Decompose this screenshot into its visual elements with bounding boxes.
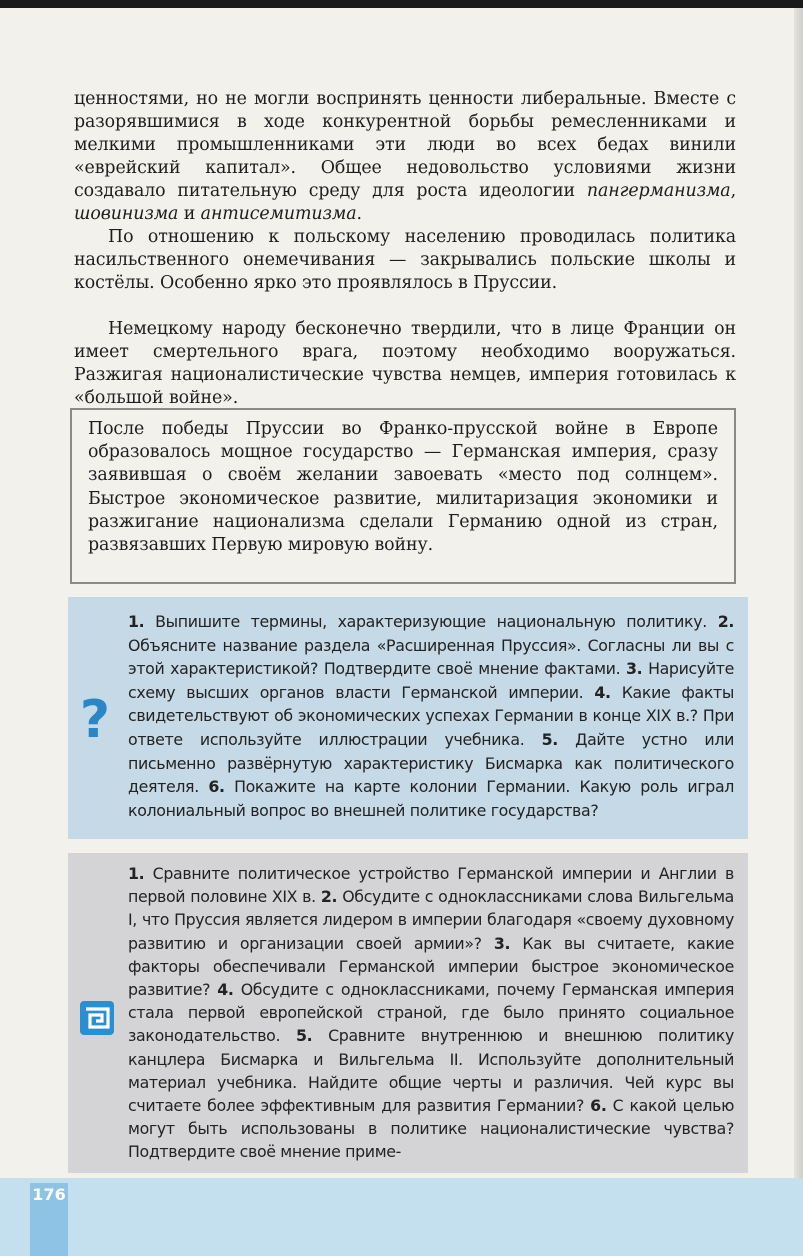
task-number: 4. [217,980,234,1000]
question-text: Дайте устно или письменно развёрнутую характеристику Бисмарка как политического деятеля. [128,729,734,797]
task-text: Как вы считаете, какие факторы обеспечивали Германской империи быстрое экономическое развитие? [128,933,734,1000]
question-mark-icon: ? [79,690,111,750]
task-text: С какой целью могут быть использованы в политике националистические чувства? Подтвердите своё мнение приме- [128,1096,735,1162]
term-chauvinism: шовинизма [74,204,179,224]
question-text: Объясните название раздела «Расширенная Пруссия». Согласны ли вы с этой характеристикой? Подтвердите своё мнение фактами. [128,635,734,679]
paragraph-end-period: . [356,204,362,224]
page-number: 176 [30,1183,68,1256]
tasks-list [128,862,734,1164]
task-number: 5. [295,1026,313,1046]
question-text: Выпишите термины, характеризующие национальную политику. [155,612,707,631]
questions-list [128,610,734,822]
question-number: 2. [717,612,734,631]
meander-task-icon [80,1001,114,1035]
summary-text: После победы Пруссии во Франко-прусской войне в Европе образовалось мощное государство — Германская империя, сразу заявившая о своём желании завоевать «место под солнцем». Быстрое экономическое развитие, милитаризация экономики и разжигание национализма сделали Германию одной из стран, развязавших Первую мировую войну. [88,419,718,556]
top-edge-bar [0,0,803,8]
question-text: Какие факты свидетельствуют об экономических успехах Германии в конце XIX в.? При ответе используйте иллюстрации учебника. [128,682,735,749]
term-pangermanism: пангерманизма [586,181,731,201]
question-number: 6. [208,777,225,797]
question-text: Покажите на карте колонии Германии. Какую роль играл колониальный вопрос во внешней политике государства? [128,777,735,820]
question-number: 3. [626,659,643,679]
term-conjunction: и [183,204,196,224]
term-antisemitism: антисемитизма [200,204,357,224]
question-number: 5. [541,729,558,749]
question-text: Нарисуйте схему высших органов власти Германской империи. [128,659,735,702]
task-text: Обсудите с одноклассниками слова Вильгельма I, что Пруссия является лидером в империи благодаря «своему духовному развитию и организации своей армии»? [128,887,734,953]
page-right-edge [794,8,803,1178]
question-number: 1. [128,612,145,631]
bottom-color-band [0,1178,803,1256]
task-text: Сравните политическое устройство Германской империи и Англии в первой половине XIX в. [128,864,735,907]
task-number: 6. [590,1096,607,1116]
task-text: Сравните внутреннюю и внешнюю политику канцлера Бисмарка и Вильгельма II. Используйте дополнительный материал учебника. Найдите общие черты и различия. Чей курс вы считаете более эффективным для развития Германии? [128,1026,734,1116]
paragraph-polish-policy: По отношению к польскому населению проводилась политика насильственного онемечивания — закрывались польские школы и костёлы. Особенно ярко это проявлялось в Пруссии. [74,227,736,293]
question-number: 4. [594,682,611,702]
paragraph-war-preparation: Немецкому народу бесконечно твердили, что в лице Франции он имеет смертельного врага, поэтому необходимо вооружаться. Разжигая националистические чувства немцев, империя готовилась к «большой войне». [74,319,736,408]
term-separator: , [730,181,736,201]
paragraph-ideology-text: ценностями, но не могли воспринять ценности либеральные. Вместе с разорявшимися в ходе конкурентной борьбы ремесленниками и мелкими промышленниками эти люди во всех бедах винили «еврейский капитал». Общее недовольство условиями жизни создавало питательную среду для роста идеологии [74,89,736,201]
summary-box [70,408,736,584]
task-text: Обсудите с одноклассниками, почему Германская империя стала первой европейской страной, где было принято социальное законодательство. [128,980,735,1046]
task-number: 2. [320,887,338,907]
task-number: 1. [128,864,145,883]
task-number: 3. [493,933,511,953]
paragraph-ideology [74,88,736,226]
